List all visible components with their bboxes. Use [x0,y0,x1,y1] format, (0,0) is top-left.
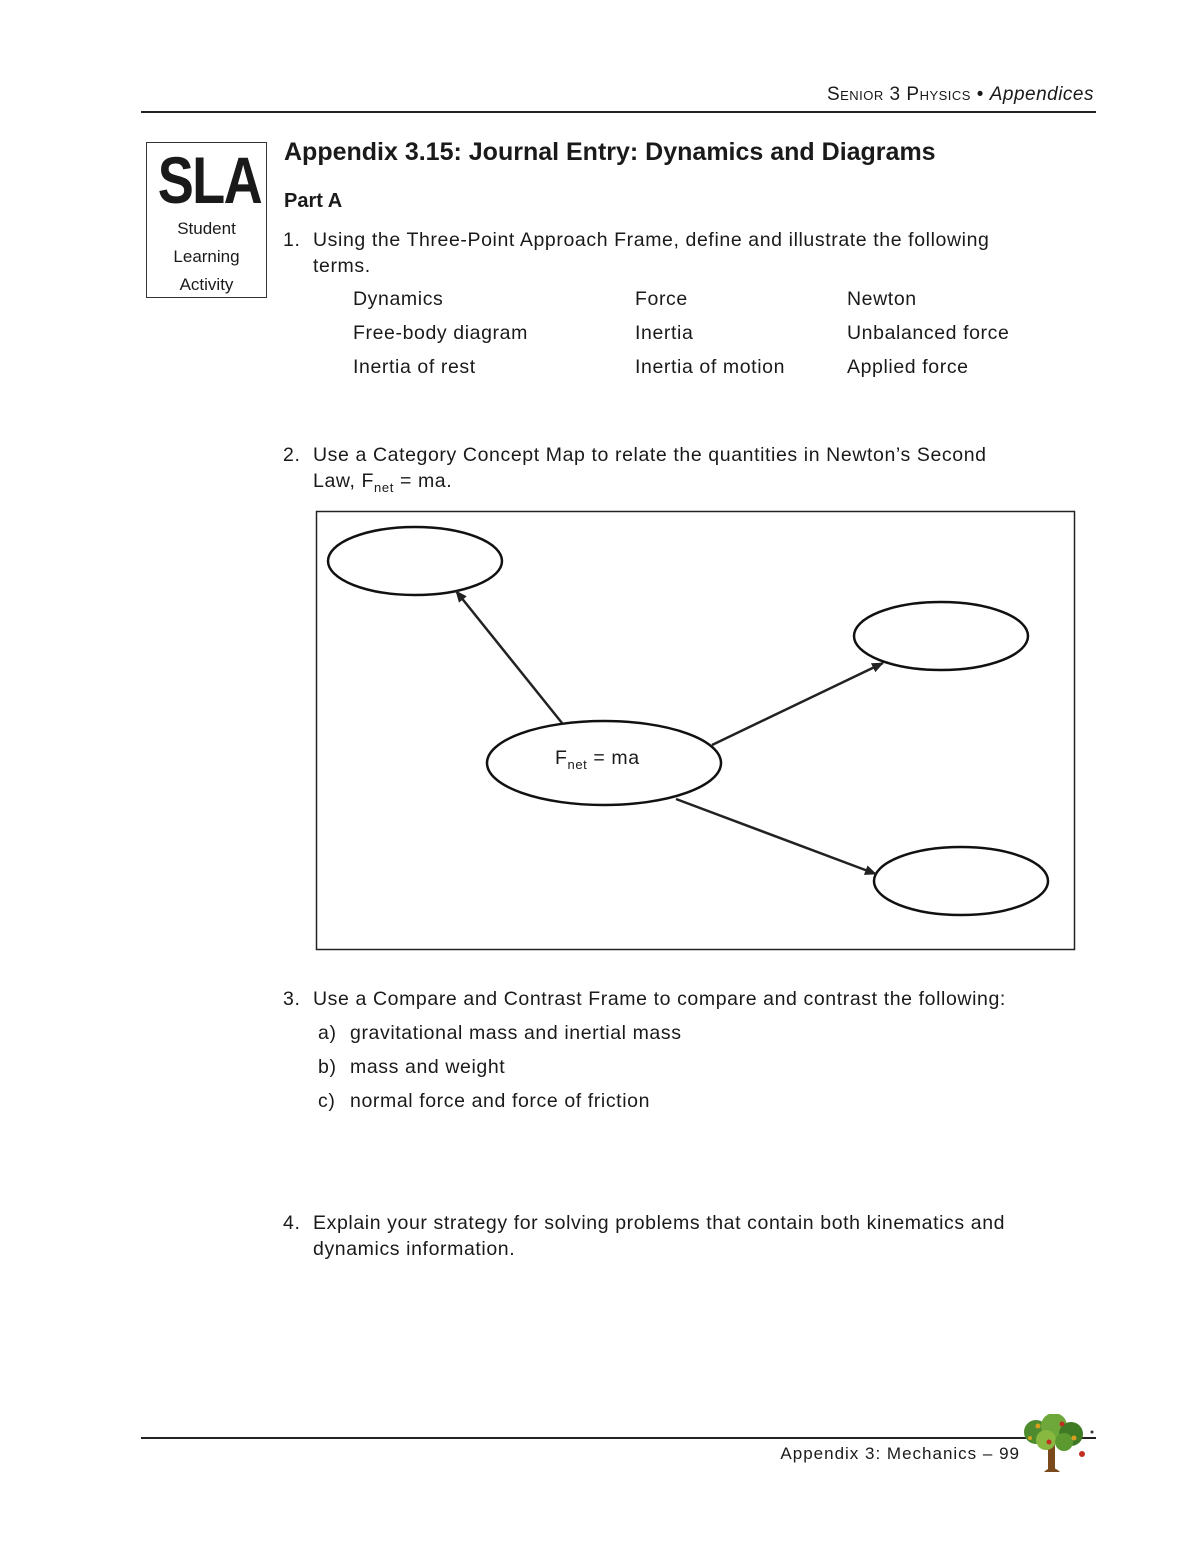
arrow-to-bottom-right [676,799,876,874]
term: Newton [847,288,917,310]
term: Inertia [635,322,694,344]
list-item-label: a) [318,1022,337,1044]
term: Force [635,288,688,310]
term: Free-body diagram [353,322,528,344]
q1-line-1: Using the Three-Point Approach Frame, define and illustrate the following [313,229,990,251]
q2-line-2-post: = ma. [393,470,453,492]
part-heading: Part A [284,190,343,212]
header-bullet: • [976,84,984,105]
list-item: normal force and force of friction [350,1090,651,1112]
q4-number: 4. [283,1212,301,1234]
concept-map-node-bottom-right [874,847,1048,915]
page-title: Appendix 3.15: Journal Entry: Dynamics and Diagrams [284,138,936,166]
q4-line-2: dynamics information. [313,1238,516,1260]
term: Dynamics [353,288,444,310]
q2-line-2-subscript: net [374,480,394,495]
q2-line-1: Use a Category Concept Map to relate the quantities in Newton’s Second [313,444,987,466]
sla-badge: SLA [157,143,262,217]
footer-text: Appendix 3: Mechanics – 99 [780,1444,1020,1463]
list-item: mass and weight [350,1056,506,1078]
center-label-subscript: net [567,757,588,772]
sla-line-3: Activity [179,275,234,294]
q3-text: Use a Compare and Contrast Frame to compare and contrast the following: [313,988,1006,1010]
arrow-to-top-left [456,591,562,723]
q3-number: 3. [283,988,301,1010]
list-item-label: b) [318,1056,337,1078]
q2-number: 2. [283,444,301,466]
header-series: Senior 3 Physics [826,84,971,105]
footer-rule [141,1437,1096,1439]
term: Inertia of rest [353,356,476,378]
center-label-main: F [555,747,568,769]
arrow-to-right [712,663,883,745]
concept-map-node-right [854,602,1028,670]
sla-line-1: Student [177,219,236,238]
header-section: Appendices [989,84,1094,105]
term: Unbalanced force [847,322,1010,344]
sla-line-2: Learning [173,247,240,266]
term: Applied force [847,356,969,378]
tree-logo-icon [1016,1414,1096,1476]
concept-map-center-label [555,747,640,772]
term: Inertia of motion [635,356,786,378]
list-item: gravitational mass and inertial mass [350,1022,682,1044]
concept-map-node-top-left [328,527,502,595]
q4-line-1: Explain your strategy for solving problems that contain both kinematics and [313,1212,1006,1234]
q1-number: 1. [283,229,301,251]
center-label-post: = ma [587,747,640,769]
concept-map-frame [317,512,1075,950]
list-item-label: c) [318,1090,336,1112]
q1-line-2: terms. [313,255,371,277]
q2-line-2-pre: Law, F [313,470,375,492]
